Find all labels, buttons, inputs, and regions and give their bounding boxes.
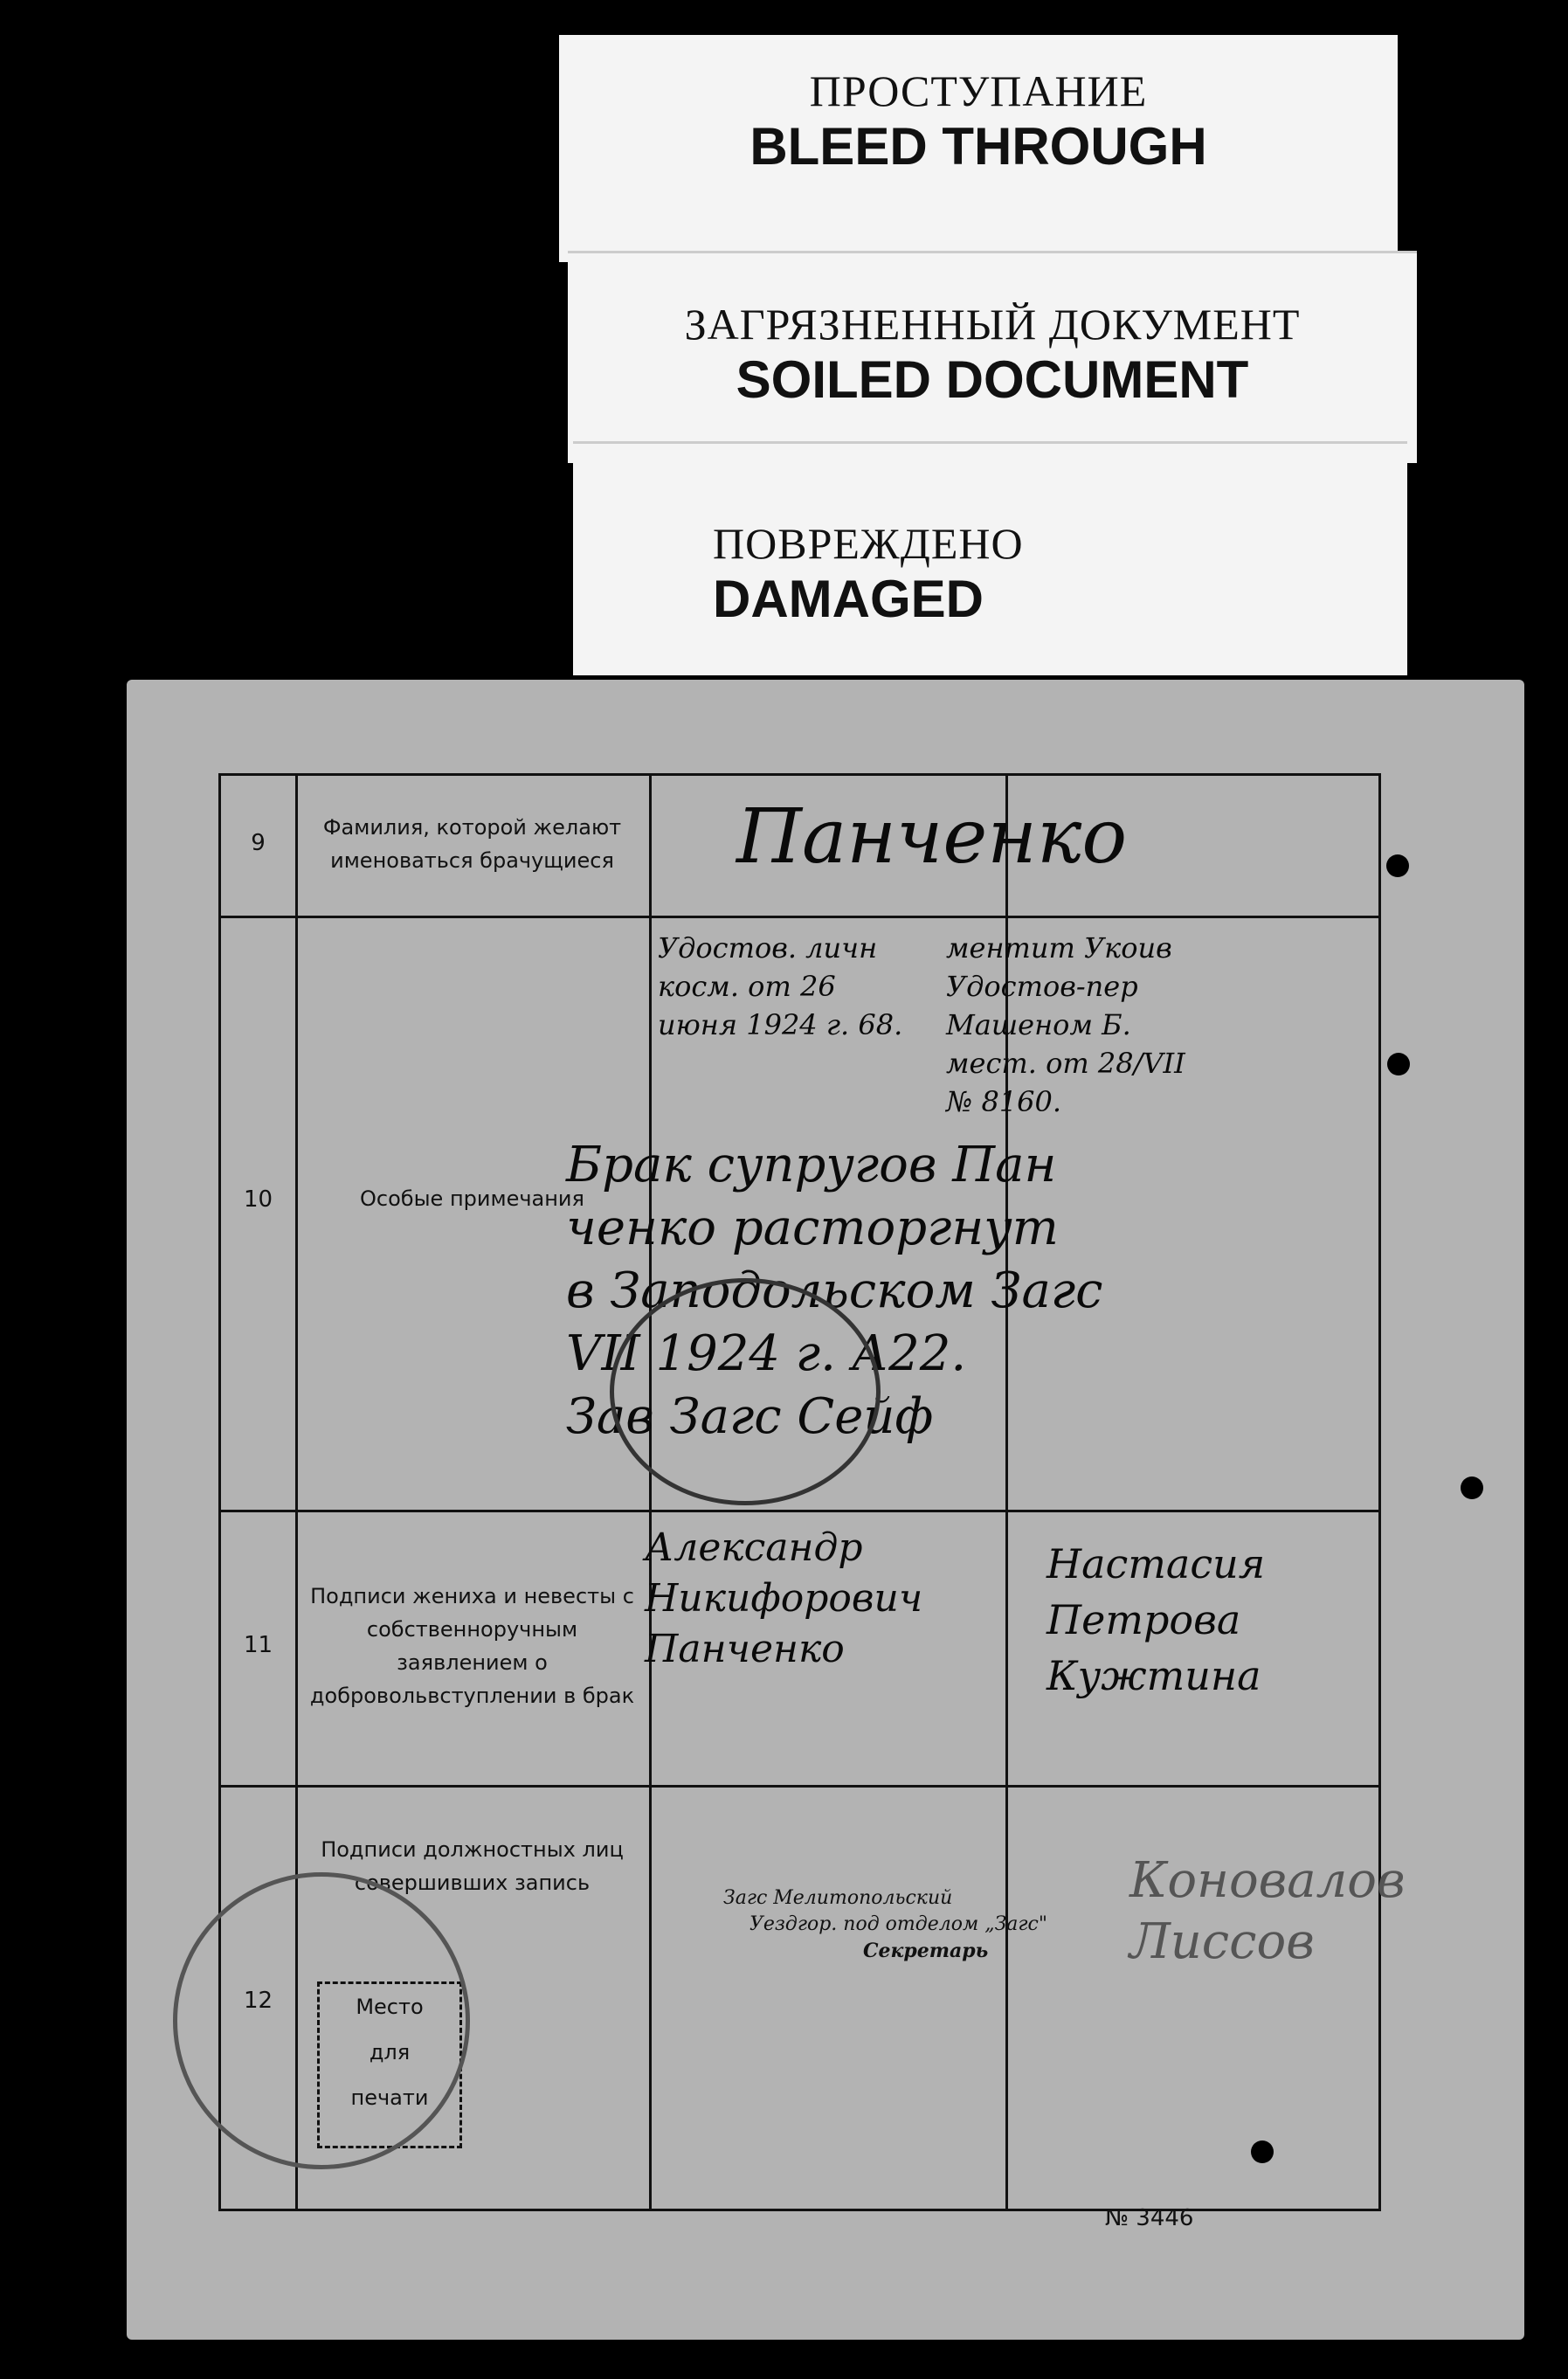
row-num: 9 [251,830,266,856]
document-number: № 3446 [1105,2205,1194,2231]
soiled-ru: ЗАГРЯЗНЕННЫЙ ДОКУМЕНТ [684,300,1301,349]
notes-left-1: Удостов. личн [658,931,878,965]
groom-2: Никифорович [645,1576,923,1621]
print-stamp-3: Секретарь [863,1940,989,1962]
notes-right [946,929,1185,1121]
groom-3: Панченко [645,1627,845,1671]
notes-right-1: ментит Укоив [946,931,1172,965]
stamp-place-3: печати [350,2085,429,2110]
print-stamp [723,1885,1047,1964]
row-label: Фамилия, которой желают именоваться брачущиеся [322,815,622,873]
notes-right-5: № 8160. [946,1085,1062,1118]
groom-signature [645,1523,922,1675]
punch-hole [1386,854,1409,877]
notes-left-3: июня 1924 г. 68. [658,1008,903,1041]
soiled-en: SOILED DOCUMENT [736,350,1249,409]
notes-main-3: в Заподольском Загс [566,1262,1103,1319]
notes-right-3: Машеном Б. [946,1008,1131,1041]
bleed-through-label [559,35,1398,262]
punch-hole [1251,2140,1274,2163]
punch-hole [1387,1053,1410,1075]
bleed-ru: ПРОСТУПАНИЕ [809,66,1148,115]
row-num: 10 [243,1186,273,1213]
official-sig-1: Коновалов [1129,1852,1406,1909]
notes-left [658,929,902,1044]
notes-left-2: косм. от 26 [658,970,836,1003]
row-label: Особые примечания [360,1186,584,1211]
row-label: Подписи должностных лиц совершивших запись [321,1837,624,1895]
official-signature [1129,1850,1406,1973]
form-table [218,773,1406,2211]
round-seal [173,1872,470,2169]
notes-right-2: Удостов-пер [946,970,1138,1003]
notes-main-2: ченко расторгнут [566,1200,1059,1256]
groom-1: Александр [645,1525,863,1570]
bride-signature [1046,1536,1265,1704]
punch-hole [1461,1477,1483,1499]
bleed-en: BLEED THROUGH [749,117,1207,176]
row-num: 11 [243,1632,273,1658]
stamp-place-2: для [369,2040,411,2064]
damaged-en: DAMAGED [713,570,984,628]
notes-main-5: Зав Загс Сейф [566,1388,934,1445]
row-label: Подписи жениха и невесты с собственноручным заявлением о добровольвступлении в брак [309,1584,635,1708]
zags-seal [610,1278,881,1505]
bride-3: Кужтина [1046,1652,1261,1699]
print-stamp-2: Уездгор. под отделом „Загс" [749,1913,1047,1935]
damaged-ru: ПОВРЕЖДЕНО [713,519,1024,568]
stamp-place-1: Место [356,1995,424,2019]
print-stamp-1: Загс Мелитопольский [723,1887,953,1909]
surname-handwriting: Панченко [736,793,1128,881]
bride-2: Петрова [1046,1596,1241,1643]
row-num: 12 [243,1988,273,2014]
damaged-label [573,444,1407,675]
bride-1: Настасия [1046,1540,1266,1587]
soiled-document-label [568,253,1417,463]
notes-main-1: Брак супругов Пан [566,1137,1057,1193]
official-sig-2: Лиссов [1129,1913,1315,1970]
notes-main-4: VII 1924 г. А22. [566,1325,967,1382]
notes-right-4: мест. от 28/VII [946,1047,1185,1080]
